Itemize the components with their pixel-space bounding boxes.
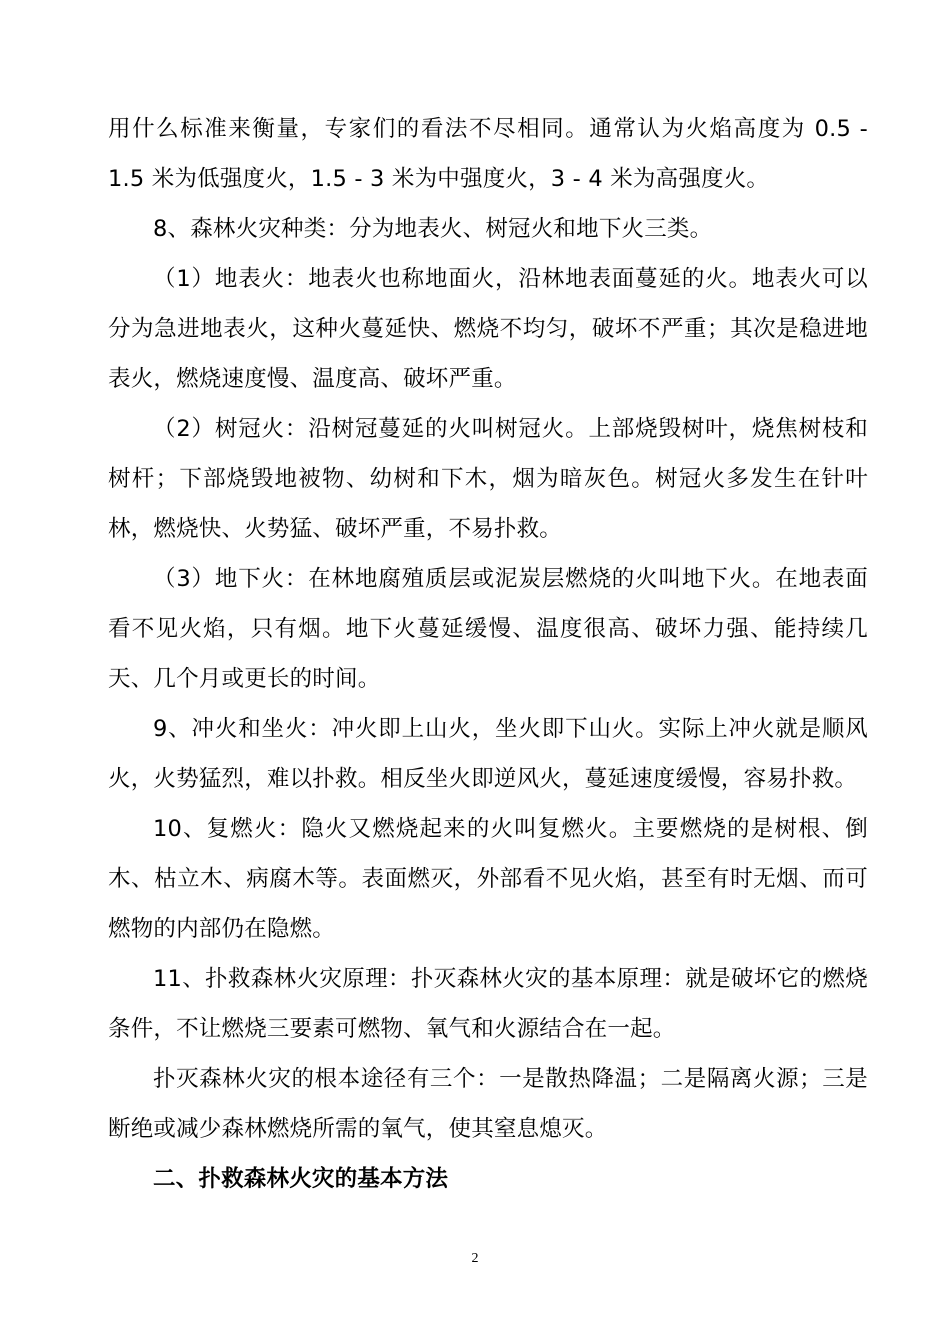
paragraph-surface-fire: （1）地表火：地表火也称地面火，沿林地表面蔓延的火。地表火可以分为急进地表火，这种火蔓延快、燃烧不均匀，破坏不严重；其次是稳进地表火，燃烧速度慢、温度高、破坏严重。 <box>108 266 868 392</box>
paragraph-continuation: 用什么标准来衡量，专家们的看法不尽相同。通常认为火焰高度为 0.5 - 1.5 米为低强度火，1.5 - 3 米为中强度火，3 - 4 米为高强度火。 <box>108 116 868 192</box>
document-body <box>108 104 868 1204</box>
paragraph-rekindled-fire: 10、复燃火：隐火又燃烧起来的火叫复燃火。主要燃烧的是树根、倒木、枯立木、病腐木等。表面燃灭，外部看不见火焰，甚至有时无烟、而可燃物的内部仍在隐燃。 <box>108 816 868 942</box>
section-heading: 二、扑救森林火灾的基本方法 <box>153 1166 449 1192</box>
paragraph-uphill-downhill-fire: 9、冲火和坐火：冲火即上山火，坐火即下山火。实际上冲火就是顺风火，火势猛烈，难以扑救。相反坐火即逆风火，蔓延速度缓慢，容易扑救。 <box>108 716 868 792</box>
paragraph-firefighting-principle: 11、扑救森林火灾原理：扑灭森林火灾的基本原理：就是破坏它的燃烧条件，不让燃烧三要素可燃物、氧气和火源结合在一起。 <box>108 966 868 1042</box>
paragraph-fire-types: 8、森林火灾种类：分为地表火、树冠火和地下火三类。 <box>153 216 713 242</box>
paragraph-firefighting-approaches: 扑灭森林火灾的根本途径有三个：一是散热降温；二是隔离火源；三是断绝或减少森林燃烧所需的氧气，使其窒息熄灭。 <box>108 1066 868 1142</box>
paragraph-ground-fire: （3）地下火：在林地腐殖质层或泥炭层燃烧的火叫地下火。在地表面看不见火焰，只有烟。地下火蔓延缓慢、温度很高、破坏力强、能持续几天、几个月或更长的时间。 <box>108 566 868 692</box>
page-number: 2 <box>471 1251 479 1266</box>
paragraph-crown-fire: （2）树冠火：沿树冠蔓延的火叫树冠火。上部烧毁树叶，烧焦树枝和树杆；下部烧毁地被物、幼树和下木，烟为暗灰色。树冠火多发生在针叶林，燃烧快、火势猛、破坏严重，不易扑救。 <box>108 416 868 542</box>
